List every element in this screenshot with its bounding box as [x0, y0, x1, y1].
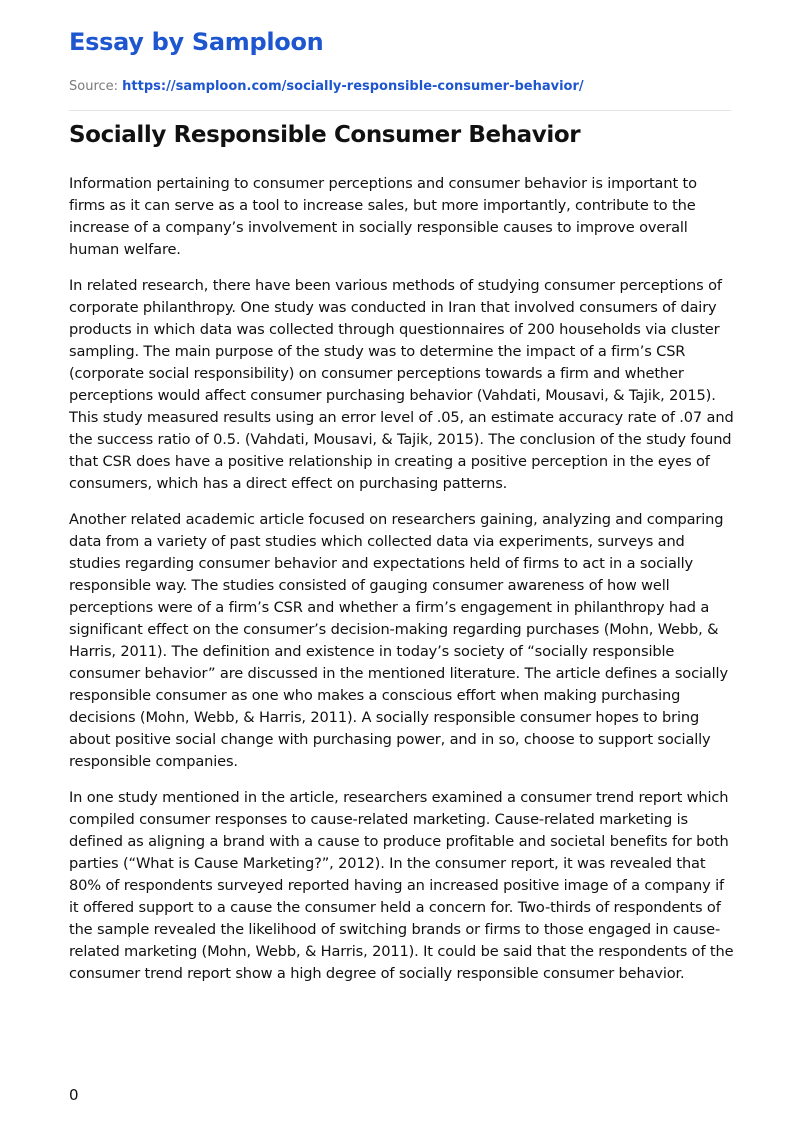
- source-label: Source:: [69, 79, 123, 94]
- paragraph-4: In one study mentioned in the article, researchers examined a consumer trend report which compiled consumer responses to cause-related marketing. Cause-related marketing is defined as aligning a brand with a cause to produce profitable and societal benefits for both parties (“What is Cause Marketing?”, 2012). In the consumer report, it was revealed that 80% of respondents surveyed reported having an increased positive image of a company if it offered support to a cause the consumer held a concern for. Two-thirds of respondents of the sample revealed the likelihood of switching brands or firms to those engaged in cause-related marketing (Mohn, Webb, & Harris, 2011). It could be said that the respondents of the consumer trend report show a high degree of socially responsible consumer behavior.: [69, 789, 734, 982]
- article-title: Socially Responsible Consumer Behavior: [69, 122, 581, 148]
- paragraph-3: Another related academic article focused on researchers gaining, analyzing and comparing data from a variety of past studies which collected data via experiments, surveys and studies regarding consumer behavior and expectations held of firms to act in a socially responsible way. The studies consisted of gauging consumer awareness of how well perceptions were of a firm’s CSR and whether a firm’s engagement in philanthropy had a significant effect on the consumer’s decision-making regarding purchases (Mohn, Webb, & Harris, 2011). The definition and existence in today’s society of “socially responsible consumer behavior” are discussed in the mentioned literature. The article defines a socially responsible consumer as one who makes a conscious effort when making purchasing decisions (Mohn, Webb, & Harris, 2011). A socially responsible consumer hopes to bring about positive social change with purchasing power, and in so, choose to support socially responsible companies.: [69, 511, 728, 770]
- source-line: [69, 79, 584, 94]
- site-brand[interactable]: Essay by Samploon: [69, 28, 324, 56]
- paragraph-2: In related research, there have been various methods of studying consumer perceptions of corporate philanthropy. One study was conducted in Iran that involved consumers of dairy products in which data was collected through questionnaires of 200 households via cluster sampling. The main purpose of the study was to determine the impact of a firm’s CSR (corporate social responsibility) on consumer perceptions towards a firm and whether perceptions would affect consumer purchasing behavior (Vahdati, Mousavi, & Tajik, 2015). This study measured results using an error level of .05, an estimate accuracy rate of .07 and the success ratio of 0.5. (Vahdati, Mousavi, & Tajik, 2015). The conclusion of the study found that CSR does have a positive relationship in creating a positive perception in the eyes of consumers, which has a direct effect on purchasing patterns.: [69, 277, 734, 492]
- header-divider: [69, 110, 731, 111]
- article-body: [69, 173, 734, 999]
- page-number: 0: [69, 1086, 79, 1104]
- source-link[interactable]: https://samploon.com/socially-responsible-consumer-behavior/: [122, 79, 584, 94]
- paragraph-1: Information pertaining to consumer perceptions and consumer behavior is important to firms as it can serve as a tool to increase sales, but more importantly, contribute to the increase of a company’s involvement in socially responsible causes to improve overall human welfare.: [69, 175, 697, 258]
